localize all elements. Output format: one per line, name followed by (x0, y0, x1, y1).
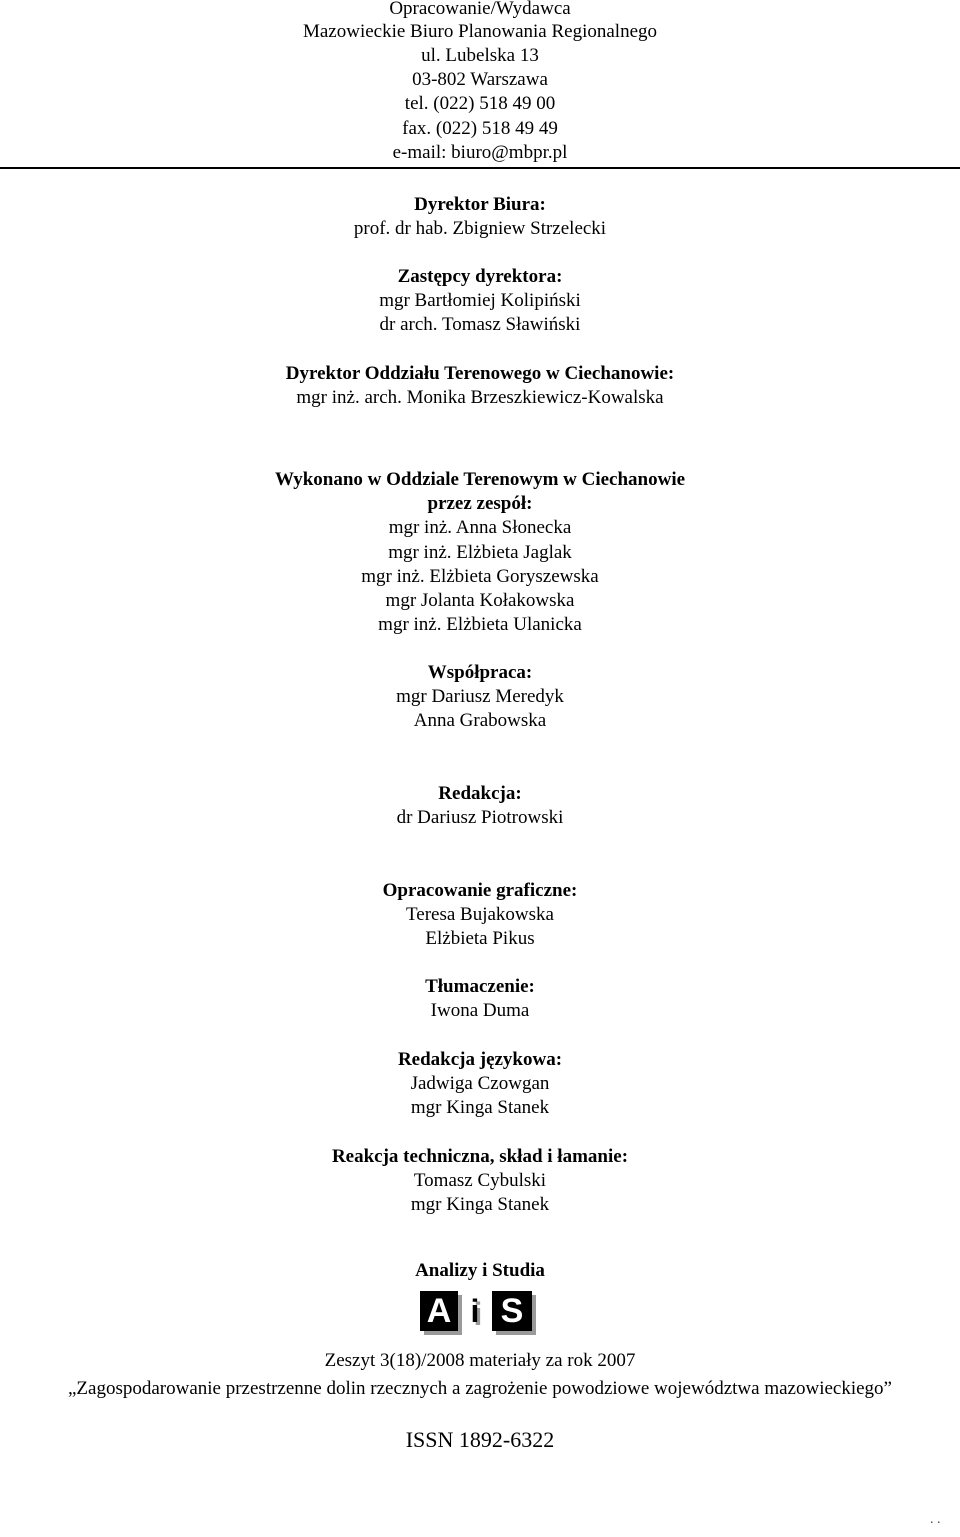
issn: ISSN 1892-6322 (405, 1427, 555, 1452)
publisher-tel: tel. (022) 518 49 00 (404, 93, 556, 114)
team-member: mgr inż. Elżbieta Goryszewska (361, 566, 599, 587)
team-member: mgr inż. Anna Słonecka (388, 517, 572, 538)
deputy-name: dr arch. Tomasz Sławiński (379, 314, 581, 335)
logo-letter-s: S (492, 1291, 532, 1331)
director-name: prof. dr hab. Zbigniew Strzelecki (353, 218, 607, 239)
branch-director-name: mgr inż. arch. Monika Brzeszkiewicz-Kowalska (296, 387, 664, 408)
technical-editing-name: Tomasz Cybulski (413, 1170, 547, 1191)
language-editing-heading: Redakcja językowa: (397, 1049, 563, 1070)
editing-heading: Redakcja: (438, 783, 522, 804)
technical-editing-name: mgr Kinga Stanek (410, 1194, 550, 1215)
ais-logo (420, 1291, 540, 1337)
publisher-email: e-mail: biuro@mbpr.pl (392, 142, 568, 163)
team-member: mgr inż. Elżbieta Ulanicka (378, 614, 582, 635)
translation-name: Iwona Duma (430, 1000, 530, 1021)
team-member: mgr Jolanta Kołakowska (385, 590, 575, 611)
graphics-name: Teresa Bujakowska (406, 904, 554, 925)
publisher-city: 03-802 Warszawa (412, 69, 548, 90)
corner-mark: . . (930, 1512, 941, 1527)
deputy-name: mgr Bartłomiej Kolipiński (379, 290, 581, 311)
series-issue: Zeszyt 3(18)/2008 materiały za rok 2007 (324, 1350, 636, 1371)
team-heading-line2: przez zespół: (427, 493, 533, 514)
divider-rule (0, 167, 960, 169)
deputies-heading: Zastępcy dyrektora: (397, 266, 563, 287)
graphics-name: Elżbieta Pikus (425, 928, 535, 949)
publisher-heading: Opracowanie/Wydawca (389, 0, 571, 19)
cooperation-heading: Współpraca: (427, 662, 533, 683)
series-heading: Analizy i Studia (415, 1260, 545, 1281)
cooperation-name: Anna Grabowska (413, 710, 547, 731)
publisher-street: ul. Lubelska 13 (421, 45, 539, 66)
series-title: „Zagospodarowanie przestrzenne dolin rzecznych a zagrożenie powodziowe województwa mazowieckiego” (67, 1378, 892, 1399)
director-heading: Dyrektor Biura: (414, 194, 546, 215)
team-heading-line1: Wykonano w Oddziale Terenowym w Ciechanowie (274, 469, 686, 490)
publisher-name: Mazowieckie Biuro Planowania Regionalnego (302, 21, 658, 42)
language-editing-name: Jadwiga Czowgan (410, 1073, 550, 1094)
language-editing-name: mgr Kinga Stanek (410, 1097, 550, 1118)
logo-letter-i: i (470, 1293, 480, 1329)
team-member: mgr inż. Elżbieta Jaglak (388, 542, 572, 563)
translation-heading: Tłumaczenie: (425, 976, 535, 997)
branch-director-heading: Dyrektor Oddziału Terenowego w Ciechanowie: (285, 363, 675, 384)
editing-name: dr Dariusz Piotrowski (396, 807, 564, 828)
cooperation-name: mgr Dariusz Meredyk (396, 686, 564, 707)
logo-letter-a: A (420, 1291, 458, 1331)
publisher-fax: fax. (022) 518 49 49 (402, 118, 558, 139)
technical-editing-heading: Reakcja techniczna, skład i łamanie: (331, 1146, 629, 1167)
graphics-heading: Opracowanie graficzne: (382, 880, 578, 901)
